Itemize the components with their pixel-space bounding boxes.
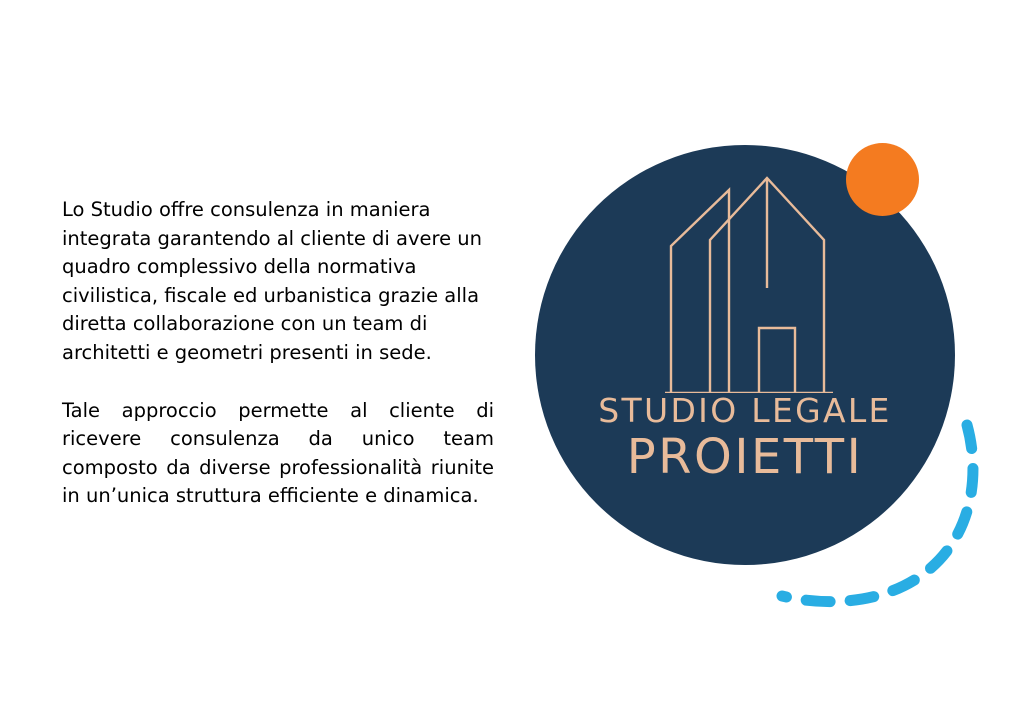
orange-circle-accent	[846, 143, 919, 216]
body-paragraph-2: Tale approccio permette al cliente di ricevere consulenza da unico team composto da diverse professionalità riunite in un’unica struttura efficiente e dinamica.	[62, 398, 494, 508]
brand-line-2: PROIETTI	[626, 429, 864, 485]
brand-wordmark	[535, 392, 955, 484]
brand-line-1: STUDIO LEGALE	[598, 391, 892, 430]
text-column	[62, 196, 494, 511]
body-paragraph-1: Lo Studio offre consulenza in maniera integrata garantendo al cliente di avere un quadro complessivo della normativa civilistica, fiscale ed urbanistica grazie alla diretta collaborazione con un team di architetti e geometri presenti in sede.	[62, 198, 483, 364]
house-outline-icon	[655, 168, 840, 393]
logo-composition	[520, 130, 990, 600]
